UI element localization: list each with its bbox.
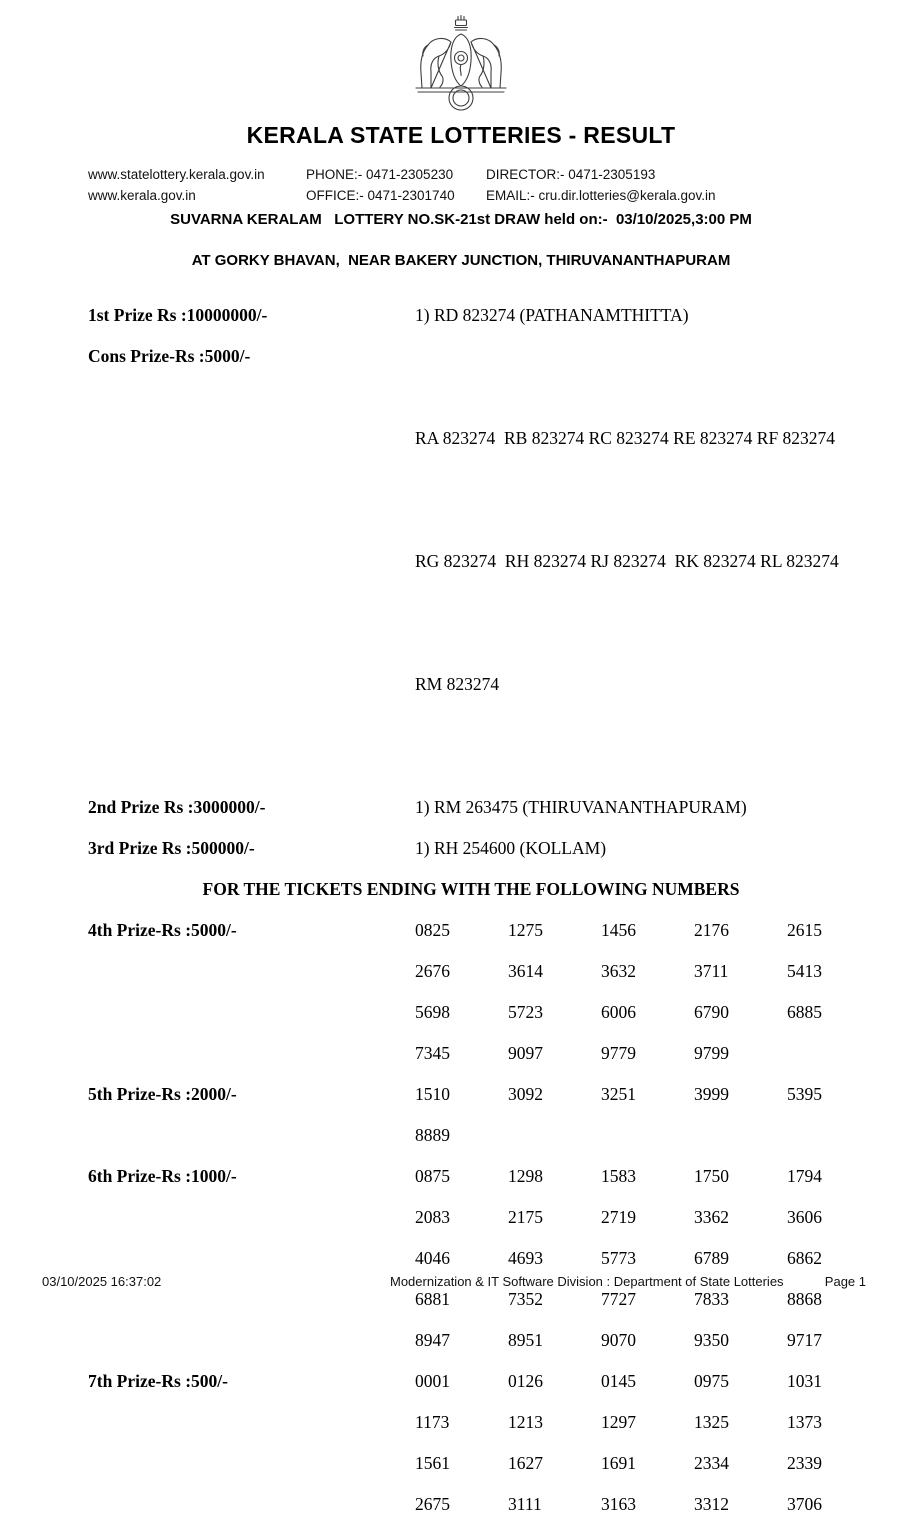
ticket-number: 1456 <box>601 920 636 940</box>
prize-label: 3rd Prize Rs :500000/- <box>88 838 255 858</box>
ticket-number: 8868 <box>787 1289 822 1309</box>
print-timestamp: 03/10/2025 16:37:02 <box>42 1274 162 1289</box>
phone-number: PHONE:- 0471-2305230 <box>306 167 454 182</box>
ending-numbers-heading: FOR THE TICKETS ENDING WITH THE FOLLOWING NUMBERS <box>202 879 740 899</box>
page-title: KERALA STATE LOTTERIES - RESULT <box>246 122 676 148</box>
ticket-number: 6881 <box>415 1289 450 1309</box>
ticket-number: 1213 <box>508 1412 543 1432</box>
ticket-number: 3999 <box>694 1084 729 1104</box>
prize-label: 6th Prize-Rs :1000/- <box>88 1166 237 1186</box>
office-number: OFFICE:- 0471-2301740 <box>306 188 455 203</box>
ticket-number: 9779 <box>601 1043 636 1063</box>
ticket-number: 5698 <box>415 1002 450 1022</box>
ticket-number-grid <box>415 910 880 1074</box>
ticket-number: 2339 <box>787 1453 822 1473</box>
ticket-number: 0126 <box>508 1371 543 1391</box>
ticket-number: 1297 <box>601 1412 636 1432</box>
kerala-government-emblem-icon <box>409 12 513 114</box>
fifth-prize-row <box>0 1074 922 1156</box>
elephant-right-icon <box>471 38 501 88</box>
conch-shield-icon <box>451 34 471 86</box>
lion-capital-icon <box>455 16 468 31</box>
ticket-number: 8947 <box>415 1330 450 1350</box>
prize-label: 2nd Prize Rs :3000000/- <box>88 797 266 817</box>
fourth-prize-row <box>0 910 922 1074</box>
ticket-number: 1031 <box>787 1371 822 1391</box>
ticket-number: 6790 <box>694 1002 729 1022</box>
ticket-number: 1583 <box>601 1166 636 1186</box>
prize-label: 1st Prize Rs :10000000/- <box>88 305 268 325</box>
ticket-number: 6885 <box>787 1002 822 1022</box>
consolation-line: RG 823274 RH 823274 RJ 823274 RK 823274 RL 823274 <box>415 551 839 571</box>
ticket-number: 1750 <box>694 1166 729 1186</box>
ticket-number: 9070 <box>601 1330 636 1350</box>
ticket-number: 3092 <box>508 1084 543 1104</box>
ticket-number: 8951 <box>508 1330 543 1350</box>
ticket-number: 1373 <box>787 1412 822 1432</box>
ticket-number: 1691 <box>601 1453 636 1473</box>
director-number: DIRECTOR:- 0471-2305193 <box>486 167 656 182</box>
ticket-number: 5395 <box>787 1084 822 1104</box>
ticket-number: 1561 <box>415 1453 450 1473</box>
ticket-number: 9799 <box>694 1043 729 1063</box>
ticket-number: 5773 <box>601 1248 636 1268</box>
ticket-number: 2083 <box>415 1207 450 1227</box>
ticket-number: 2676 <box>415 961 450 981</box>
contact-block <box>88 167 922 203</box>
ticket-number: 2719 <box>601 1207 636 1227</box>
consolation-numbers <box>415 336 839 787</box>
prize-label: Cons Prize-Rs :5000/- <box>88 346 251 366</box>
ticket-number: 6006 <box>601 1002 636 1022</box>
prize-winner: 1) RM 263475 (THIRUVANANTHAPURAM) <box>415 797 747 817</box>
ticket-number: 2675 <box>415 1494 450 1514</box>
ticket-number: 9350 <box>694 1330 729 1350</box>
seventh-prize-row <box>0 1361 922 1525</box>
ticket-number: 2615 <box>787 920 822 940</box>
elephant-left-icon <box>421 38 451 88</box>
page-number: Page 1 <box>824 1274 866 1289</box>
prize-winner: 1) RH 254600 (KOLLAM) <box>415 838 607 858</box>
prize-label: 7th Prize-Rs :500/- <box>88 1371 228 1391</box>
ticket-number-grid <box>415 1156 880 1361</box>
ticket-number: 3606 <box>787 1207 822 1227</box>
third-prize-row <box>0 828 922 869</box>
ticket-number: 0875 <box>415 1166 450 1186</box>
ticket-number: 3312 <box>694 1494 729 1514</box>
ticket-number-grid <box>415 1361 880 1525</box>
ticket-number: 1510 <box>415 1084 450 1104</box>
prize-label: 4th Prize-Rs :5000/- <box>88 920 237 940</box>
ticket-number: 1275 <box>508 920 543 940</box>
ticket-number: 0001 <box>415 1371 450 1391</box>
division-credit: Modernization & IT Software Division : Department of State Lotteries <box>390 1274 784 1289</box>
consolation-prize-row <box>0 336 922 787</box>
ticket-number: 3163 <box>601 1494 636 1514</box>
ticket-number: 1298 <box>508 1166 543 1186</box>
ticket-number: 1627 <box>508 1453 543 1473</box>
ticket-number: 8889 <box>415 1125 450 1145</box>
sixth-prize-row <box>0 1156 922 1361</box>
ticket-number: 4046 <box>415 1248 450 1268</box>
page-footer <box>0 1273 922 1289</box>
ticket-number: 3251 <box>601 1084 636 1104</box>
ticket-number: 7833 <box>694 1289 729 1309</box>
prize-label: 5th Prize-Rs :2000/- <box>88 1084 237 1104</box>
ticket-number: 3111 <box>508 1494 542 1514</box>
ticket-number: 0975 <box>694 1371 729 1391</box>
ticket-number: 5413 <box>787 961 822 981</box>
ticket-number: 3614 <box>508 961 543 981</box>
ticket-number: 0145 <box>601 1371 636 1391</box>
ticket-number: 6862 <box>787 1248 822 1268</box>
ticket-number: 9717 <box>787 1330 822 1350</box>
email-address: EMAIL:- cru.dir.lotteries@kerala.gov.in <box>486 188 716 203</box>
ticket-number: 7727 <box>601 1289 636 1309</box>
ticket-number: 0825 <box>415 920 450 940</box>
first-prize-row <box>0 295 922 336</box>
ticket-number: 1794 <box>787 1166 822 1186</box>
ticket-number: 2334 <box>694 1453 729 1473</box>
website-kerala: www.kerala.gov.in <box>88 188 196 203</box>
ticket-number: 5723 <box>508 1002 543 1022</box>
consolation-line: RA 823274 RB 823274 RC 823274 RE 823274 RF 823274 <box>415 428 836 448</box>
website-statelottery: www.statelottery.kerala.gov.in <box>88 167 265 182</box>
ticket-number: 4693 <box>508 1248 543 1268</box>
ticket-number: 3362 <box>694 1207 729 1227</box>
ticket-number: 9097 <box>508 1043 543 1063</box>
ticket-number: 1325 <box>694 1412 729 1432</box>
ticket-number: 7345 <box>415 1043 450 1063</box>
ticket-number: 3632 <box>601 961 636 981</box>
ticket-number-grid <box>415 1074 880 1156</box>
plinth-and-seal-icon <box>416 86 506 110</box>
draw-info-line: SUVARNA KERALAM LOTTERY NO.SK-21st DRAW held on:- 03/10/2025,3:00 PM <box>170 211 752 228</box>
ticket-number: 7352 <box>508 1289 543 1309</box>
ticket-number: 3706 <box>787 1494 822 1514</box>
ticket-number: 3711 <box>694 961 729 981</box>
ticket-number: 6789 <box>694 1248 729 1268</box>
results-body <box>0 295 922 1525</box>
prize-winner: 1) RD 823274 (PATHANAMTHITTA) <box>415 305 689 325</box>
venue-line: AT GORKY BHAVAN, NEAR BAKERY JUNCTION, THIRUVANANTHAPURAM <box>191 252 731 269</box>
ticket-number: 2176 <box>694 920 729 940</box>
consolation-line: RM 823274 <box>415 674 500 694</box>
ticket-number: 1173 <box>415 1412 450 1432</box>
second-prize-row <box>0 787 922 828</box>
ticket-number: 2175 <box>508 1207 543 1227</box>
